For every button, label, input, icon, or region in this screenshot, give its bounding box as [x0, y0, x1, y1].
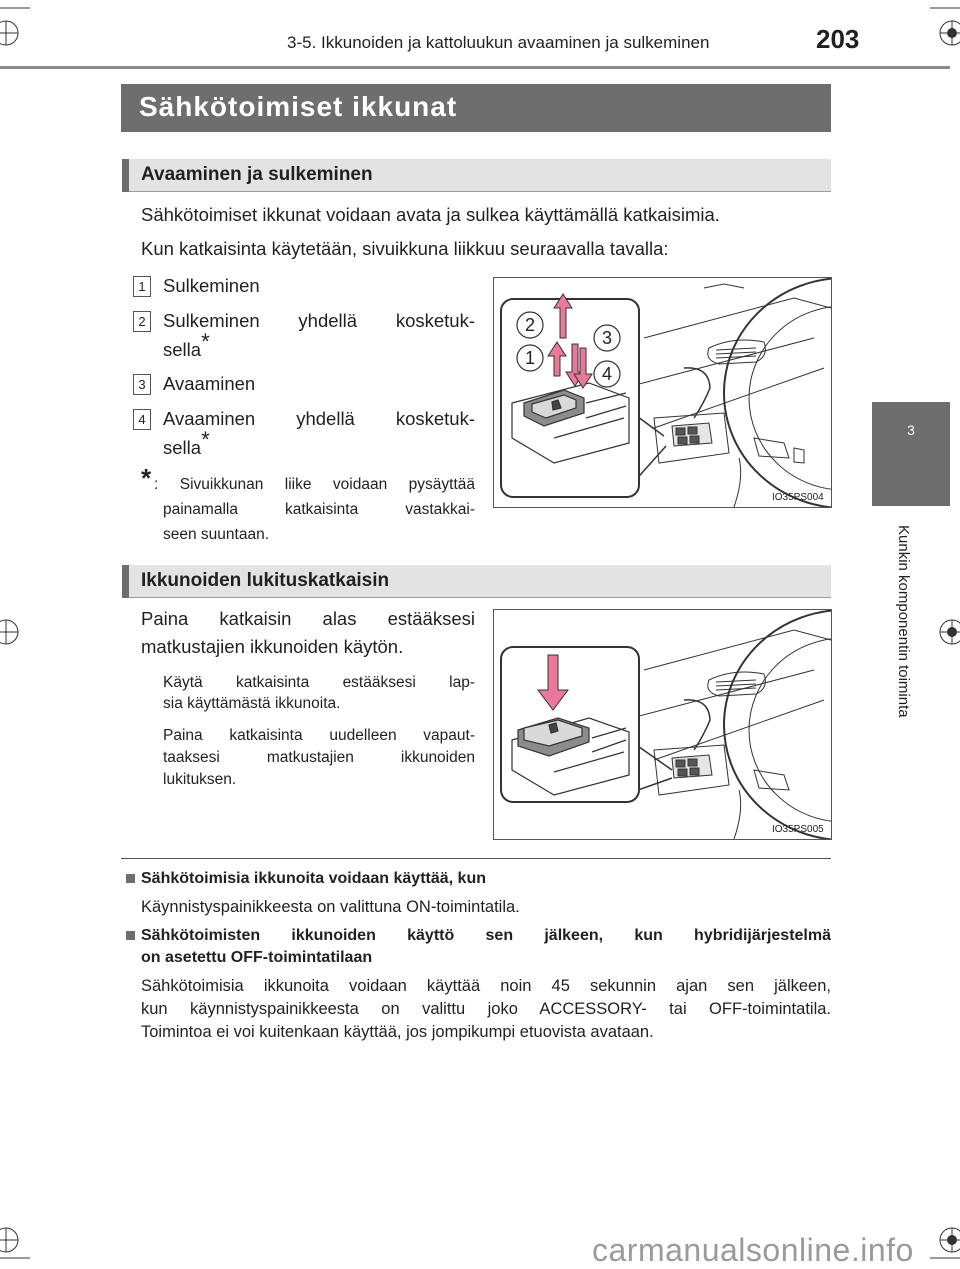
list-number: 3	[133, 374, 151, 395]
section1-intro1: Sähkötoimiset ikkunat voidaan avata ja sulkea käyttämällä katkaisimia.	[141, 204, 720, 225]
footnote-line: painamalla katkaisinta vastakkai-	[163, 501, 475, 518]
note-bullet-square	[126, 874, 135, 883]
figure-illustration	[494, 610, 831, 839]
note-heading: Sähkötoimisten ikkunoiden käyttö sen jälkeen, kun hybridijärjestelmä	[141, 927, 831, 944]
list-item-text: Avaaminen yhdellä kosketuk-	[163, 408, 475, 429]
list-item-word: sella	[163, 437, 202, 458]
note-text: Toimintoa ei voi kuitenkaan käyttää, jos jompikumpi etuovista avataan.	[141, 1023, 654, 1041]
note-text: Käynnistyspainikkeesta on valittuna ON-toimintatila.	[141, 898, 520, 916]
main-title: Sähkötoimiset ikkunat	[139, 91, 458, 122]
chapter-number: 3	[907, 422, 915, 438]
callout-number: 4	[601, 364, 613, 384]
section1-title: Avaaminen ja sulkeminen	[141, 164, 373, 185]
list-item-text-cont	[163, 328, 210, 362]
chapter-tab	[872, 402, 950, 506]
running-header: 3-5. Ikkunoiden ja kattoluukun avaaminen ja sulkeminen	[287, 33, 710, 52]
section1-banner	[122, 159, 831, 192]
note-text: kun käynnistyspainikkeesta on valittu joko ACCESSORY- tai OFF-toimintatila.	[141, 1000, 831, 1018]
callout-number: 1	[524, 348, 536, 368]
chapter-title-vertical: Kunkin komponentin toiminta	[895, 525, 912, 718]
note-heading: Sähkötoimisia ikkunoita voidaan käyttää, kun	[141, 870, 486, 887]
figure-label: IO35PS004	[772, 492, 824, 503]
page-number: 203	[816, 24, 860, 54]
section2-title: Ikkunoiden lukituskatkaisin	[141, 570, 390, 591]
footnote-star: *	[201, 426, 210, 452]
figure-illustration	[494, 278, 831, 507]
watermark: carmanualsonline.info	[592, 1232, 914, 1268]
list-item-text-cont	[163, 426, 210, 460]
note-heading: on asetettu OFF-toimintatilaan	[141, 949, 373, 966]
section2-p1-line: Paina katkaisin alas estääksesi	[141, 608, 475, 629]
section2-p1-line: matkustajien ikkunoiden käytön.	[141, 636, 404, 657]
list-item-text: Avaaminen	[163, 373, 256, 394]
section2-p3-line: Paina katkaisinta uudelleen vapaut-	[163, 727, 475, 744]
section2-p3-line: lukituksen.	[163, 771, 237, 788]
section2-p3-line: taaksesi matkustajien ikkunoiden	[163, 749, 475, 766]
section2-p2-line: sia käyttämästä ikkunoita.	[163, 695, 341, 712]
figure-label: IO35PS005	[772, 824, 824, 835]
callout-number: 3	[601, 328, 613, 348]
footnote-star: *	[201, 328, 210, 354]
section1-intro2: Kun katkaisinta käytetään, sivuikkuna liikkuu seuraavalla tavalla:	[141, 238, 669, 259]
footnote-line: seen suuntaan.	[163, 526, 270, 543]
list-number: 4	[133, 409, 151, 430]
notes-divider	[121, 858, 831, 859]
list-item-word: sella	[163, 339, 202, 360]
section2-p2-line: Käytä katkaisinta estääksesi lap-	[163, 674, 475, 691]
figure-window-switch	[493, 277, 832, 508]
callout-number: 2	[524, 315, 536, 335]
figure-lock-switch	[493, 609, 832, 840]
footnote-line: : Sivuikkunan liike voidaan pysäyttää	[154, 476, 475, 493]
banner-mark	[122, 159, 129, 192]
list-item-text: Sulkeminen	[163, 275, 260, 296]
list-item-text: Sulkeminen yhdellä kosketuk-	[163, 310, 475, 331]
section2-banner	[122, 565, 831, 598]
note-bullet-square	[126, 931, 135, 940]
note-text: Sähkötoimisia ikkunoita voidaan käyttää noin 45 sekunnin ajan sen jälkeen,	[141, 977, 831, 995]
footnote-marker: *	[141, 463, 152, 493]
banner-mark	[122, 565, 129, 598]
list-number: 2	[133, 311, 151, 332]
header-rule	[0, 66, 950, 69]
main-title-banner	[121, 84, 831, 132]
list-number: 1	[133, 276, 151, 297]
